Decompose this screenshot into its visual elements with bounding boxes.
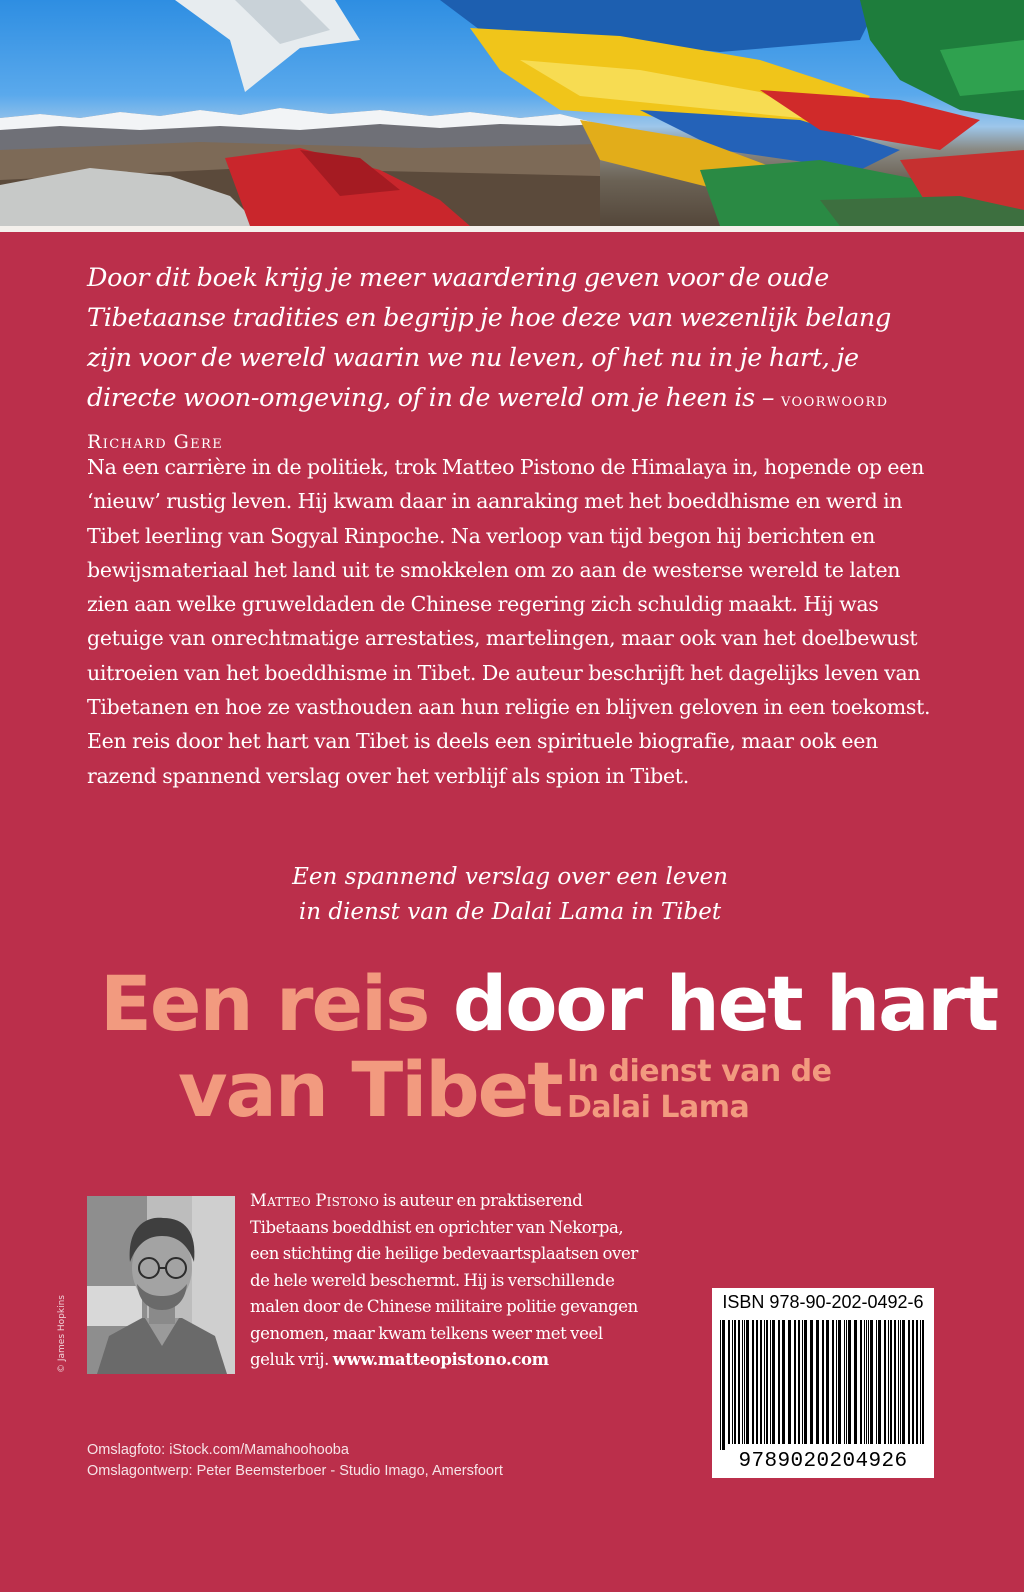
cover-credits xyxy=(87,1440,503,1482)
barcode-bar xyxy=(752,1320,754,1444)
barcode-bar xyxy=(738,1320,740,1444)
barcode-bar xyxy=(912,1320,914,1444)
tagline xyxy=(150,860,870,930)
book-title-line1 xyxy=(100,959,998,1048)
barcode-bar xyxy=(826,1320,829,1444)
isbn-barcode xyxy=(712,1288,934,1478)
barcode-bar xyxy=(836,1320,837,1444)
barcode-bar xyxy=(746,1320,749,1444)
barcode-bar xyxy=(868,1320,869,1444)
cover-photo-prayer-flags xyxy=(0,0,1024,226)
author-website-link[interactable]: www.matteopistono.com xyxy=(332,1350,549,1369)
barcode-bar xyxy=(890,1320,892,1444)
barcode-bars xyxy=(720,1320,926,1450)
barcode-bar xyxy=(922,1320,924,1444)
tagline-line2: in dienst van de Dalai Lama in Tibet xyxy=(298,899,722,925)
prayer-flags-illustration xyxy=(0,0,1024,226)
barcode-bar xyxy=(898,1320,899,1444)
author-photo xyxy=(87,1196,235,1374)
barcode-bar xyxy=(782,1320,785,1444)
barcode-bar xyxy=(764,1320,765,1444)
barcode-bar xyxy=(854,1320,857,1444)
subtitle-line1: In dienst van de xyxy=(567,1054,832,1089)
barcode-bar xyxy=(878,1320,881,1444)
barcode-bar xyxy=(804,1320,807,1444)
barcode-bar xyxy=(766,1320,768,1444)
barcode-bar xyxy=(870,1320,873,1444)
author-bio-text: is auteur en praktiserend Tibetaans boeddhist en oprichter van Nekorpa, een stichting die heilige bedevaartsplaatsen over de hele wereld beschermt. Hij is verschillende malen door de Chinese militaire politie gevangen genomen, maar kwam telkens weer met veel geluk vrij. xyxy=(250,1191,638,1369)
barcode-bar xyxy=(794,1320,796,1444)
subtitle-line2: Dalai Lama xyxy=(567,1090,750,1125)
author-bio xyxy=(250,1188,650,1374)
barcode-bar xyxy=(760,1320,762,1444)
barcode-bar xyxy=(770,1320,771,1444)
barcode-bar xyxy=(732,1320,733,1444)
title-part2: door het hart xyxy=(452,959,998,1048)
author-portrait-illustration xyxy=(87,1196,235,1374)
barcode-bar xyxy=(756,1320,758,1444)
barcode-bar xyxy=(734,1320,736,1444)
barcode-bar xyxy=(846,1320,847,1444)
barcode-bar xyxy=(894,1320,896,1444)
barcode-bar xyxy=(876,1320,877,1444)
isbn-label: ISBN 978-90-202-0492-6 xyxy=(722,1292,924,1312)
barcode-bar xyxy=(908,1320,910,1444)
barcode-bar xyxy=(916,1320,918,1444)
photo-credit: © James Hopkins xyxy=(57,1295,67,1373)
isbn-digits: 9789020204926 xyxy=(738,1450,908,1473)
barcode-bar xyxy=(742,1320,743,1444)
endorsement-quote xyxy=(87,258,937,462)
barcode-bar xyxy=(920,1320,921,1444)
barcode-bar xyxy=(798,1320,800,1444)
quote-attribution: voorwoord Richard Gere xyxy=(87,389,889,453)
book-subtitle xyxy=(567,1054,832,1126)
photo-divider xyxy=(0,226,1024,232)
barcode-bar xyxy=(720,1320,721,1450)
barcode-bar xyxy=(848,1320,851,1444)
tagline-line1: Een spannend verslag over een leven xyxy=(292,864,728,890)
barcode-bar xyxy=(772,1320,775,1444)
barcode-bar xyxy=(844,1320,845,1444)
barcode-bar xyxy=(802,1320,803,1444)
author-name: Matteo Pistono xyxy=(250,1191,380,1210)
quote-text: Door dit boek krijg je meer waardering geven voor de oude Tibetaanse tradities en begrijp je hoe deze van wezenlijk belang zijn voor de wereld waarin we nu leven, of het nu in je hart, je directe woon-omgeving, of in de wereld om je heen is – xyxy=(87,263,891,413)
barcode-bar xyxy=(864,1320,865,1444)
barcode-bar xyxy=(832,1320,834,1444)
barcode-bar xyxy=(866,1320,867,1444)
barcode-bar xyxy=(816,1320,819,1444)
cover-design-credit: Omslagontwerp: Peter Beemsterboer - Studio Imago, Amersfoort xyxy=(87,1463,503,1479)
barcode-bar xyxy=(838,1320,841,1444)
barcode-bar xyxy=(744,1320,745,1444)
barcode-bar xyxy=(860,1320,862,1444)
barcode-bar xyxy=(902,1320,905,1444)
barcode-bar xyxy=(810,1320,813,1444)
barcode-bar xyxy=(822,1320,824,1444)
barcode-bar xyxy=(900,1320,901,1444)
title-part1: Een reis xyxy=(100,959,429,1048)
barcode-bar xyxy=(728,1320,730,1444)
cover-photo-credit: Omslagfoto: iStock.com/Mamahoohooba xyxy=(87,1442,349,1458)
barcode-bar xyxy=(788,1320,791,1444)
barcode-bar xyxy=(884,1320,886,1444)
barcode-bar xyxy=(722,1320,725,1450)
barcode-bar xyxy=(888,1320,889,1444)
book-blurb: Na een carrière in de politiek, trok Matteo Pistono de Himalaya in, hopende op een ‘nieuw’ rustig leven. Hij kwam daar in aanraking met het boeddhisme en werd in Tibet leerling van Sogyal Rinpoche. Na verloop van tijd begon hij berichten en bewijsmateriaal het land uit te smokkelen om zo aan de westerse wereld te laten zien aan welke gruweldaden de Chinese regering zich schuldig maakt. Hij was getuige van onrechtmatige arrestaties, martelingen, maar ook van het doelbewust uitroeien van het boeddhisme in Tibet. De auteur beschrijft het dagelijks leven van Tibetanen en hoe ze vasthouden aan hun religie en blijven geloven in een toekomst. Een reis door het hart van Tibet is deels een spirituele biografie, maar ook een razend spannend verslag over het verblijf als spion in Tibet. xyxy=(87,455,931,788)
book-title-line2: van Tibet xyxy=(178,1045,562,1134)
barcode-bar xyxy=(778,1320,780,1444)
